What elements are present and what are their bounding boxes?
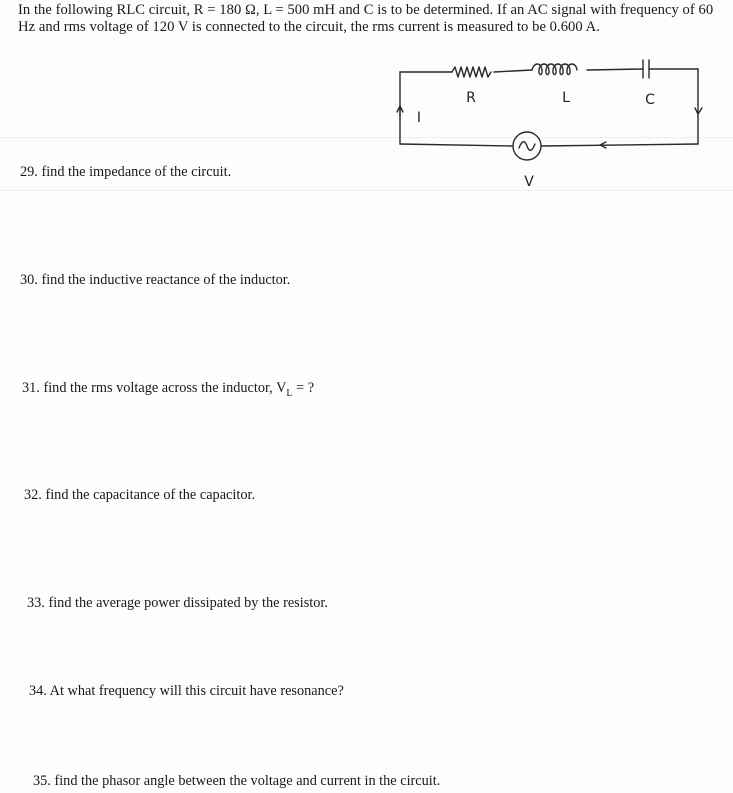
voltage-label: V: [524, 174, 534, 190]
question-31-text: 31. find the rms voltage across the inductor, V: [22, 380, 287, 396]
resistor-icon: [452, 67, 491, 77]
capacitor-icon: [643, 60, 649, 78]
wire-bottom-right: [542, 144, 698, 146]
inductor-icon: [532, 64, 577, 75]
current-arrow-icon: [397, 106, 403, 116]
inductor-label: L: [562, 90, 570, 106]
question-35: 35. find the phasor angle between the voltage and current in the circuit.: [33, 773, 441, 789]
question-34: 34. At what frequency will this circuit have resonance?: [29, 683, 344, 699]
question-29: 29. find the impedance of the circuit.: [20, 164, 232, 180]
ac-wave: [519, 142, 535, 151]
question-31-subscript: L: [286, 387, 293, 399]
resistor-label: R: [466, 90, 476, 106]
wire-bottom-left: [400, 144, 512, 146]
question-33: 33. find the average power dissipated by the resistor.: [27, 595, 328, 611]
question-31-tail: = ?: [292, 380, 315, 396]
rlc-circuit-diagram: [384, 56, 714, 191]
question-31: [22, 380, 314, 402]
current-label: I: [416, 110, 422, 126]
problem-statement: In the following RLC circuit, R = 180 Ω, L = 500 mH and C is to be determined. If an AC signal with frequency of 60 Hz and rms voltage of 120 V is connected to the circuit, the rms current is measured to be 0.600 A.: [18, 2, 714, 35]
wire-r-l: [494, 70, 532, 72]
question-30: 30. find the inductive reactance of the inductor.: [20, 272, 291, 288]
wire-l-c: [587, 69, 643, 70]
question-32: 32. find the capacitance of the capacitor.: [24, 487, 256, 503]
capacitor-label: C: [645, 92, 655, 108]
